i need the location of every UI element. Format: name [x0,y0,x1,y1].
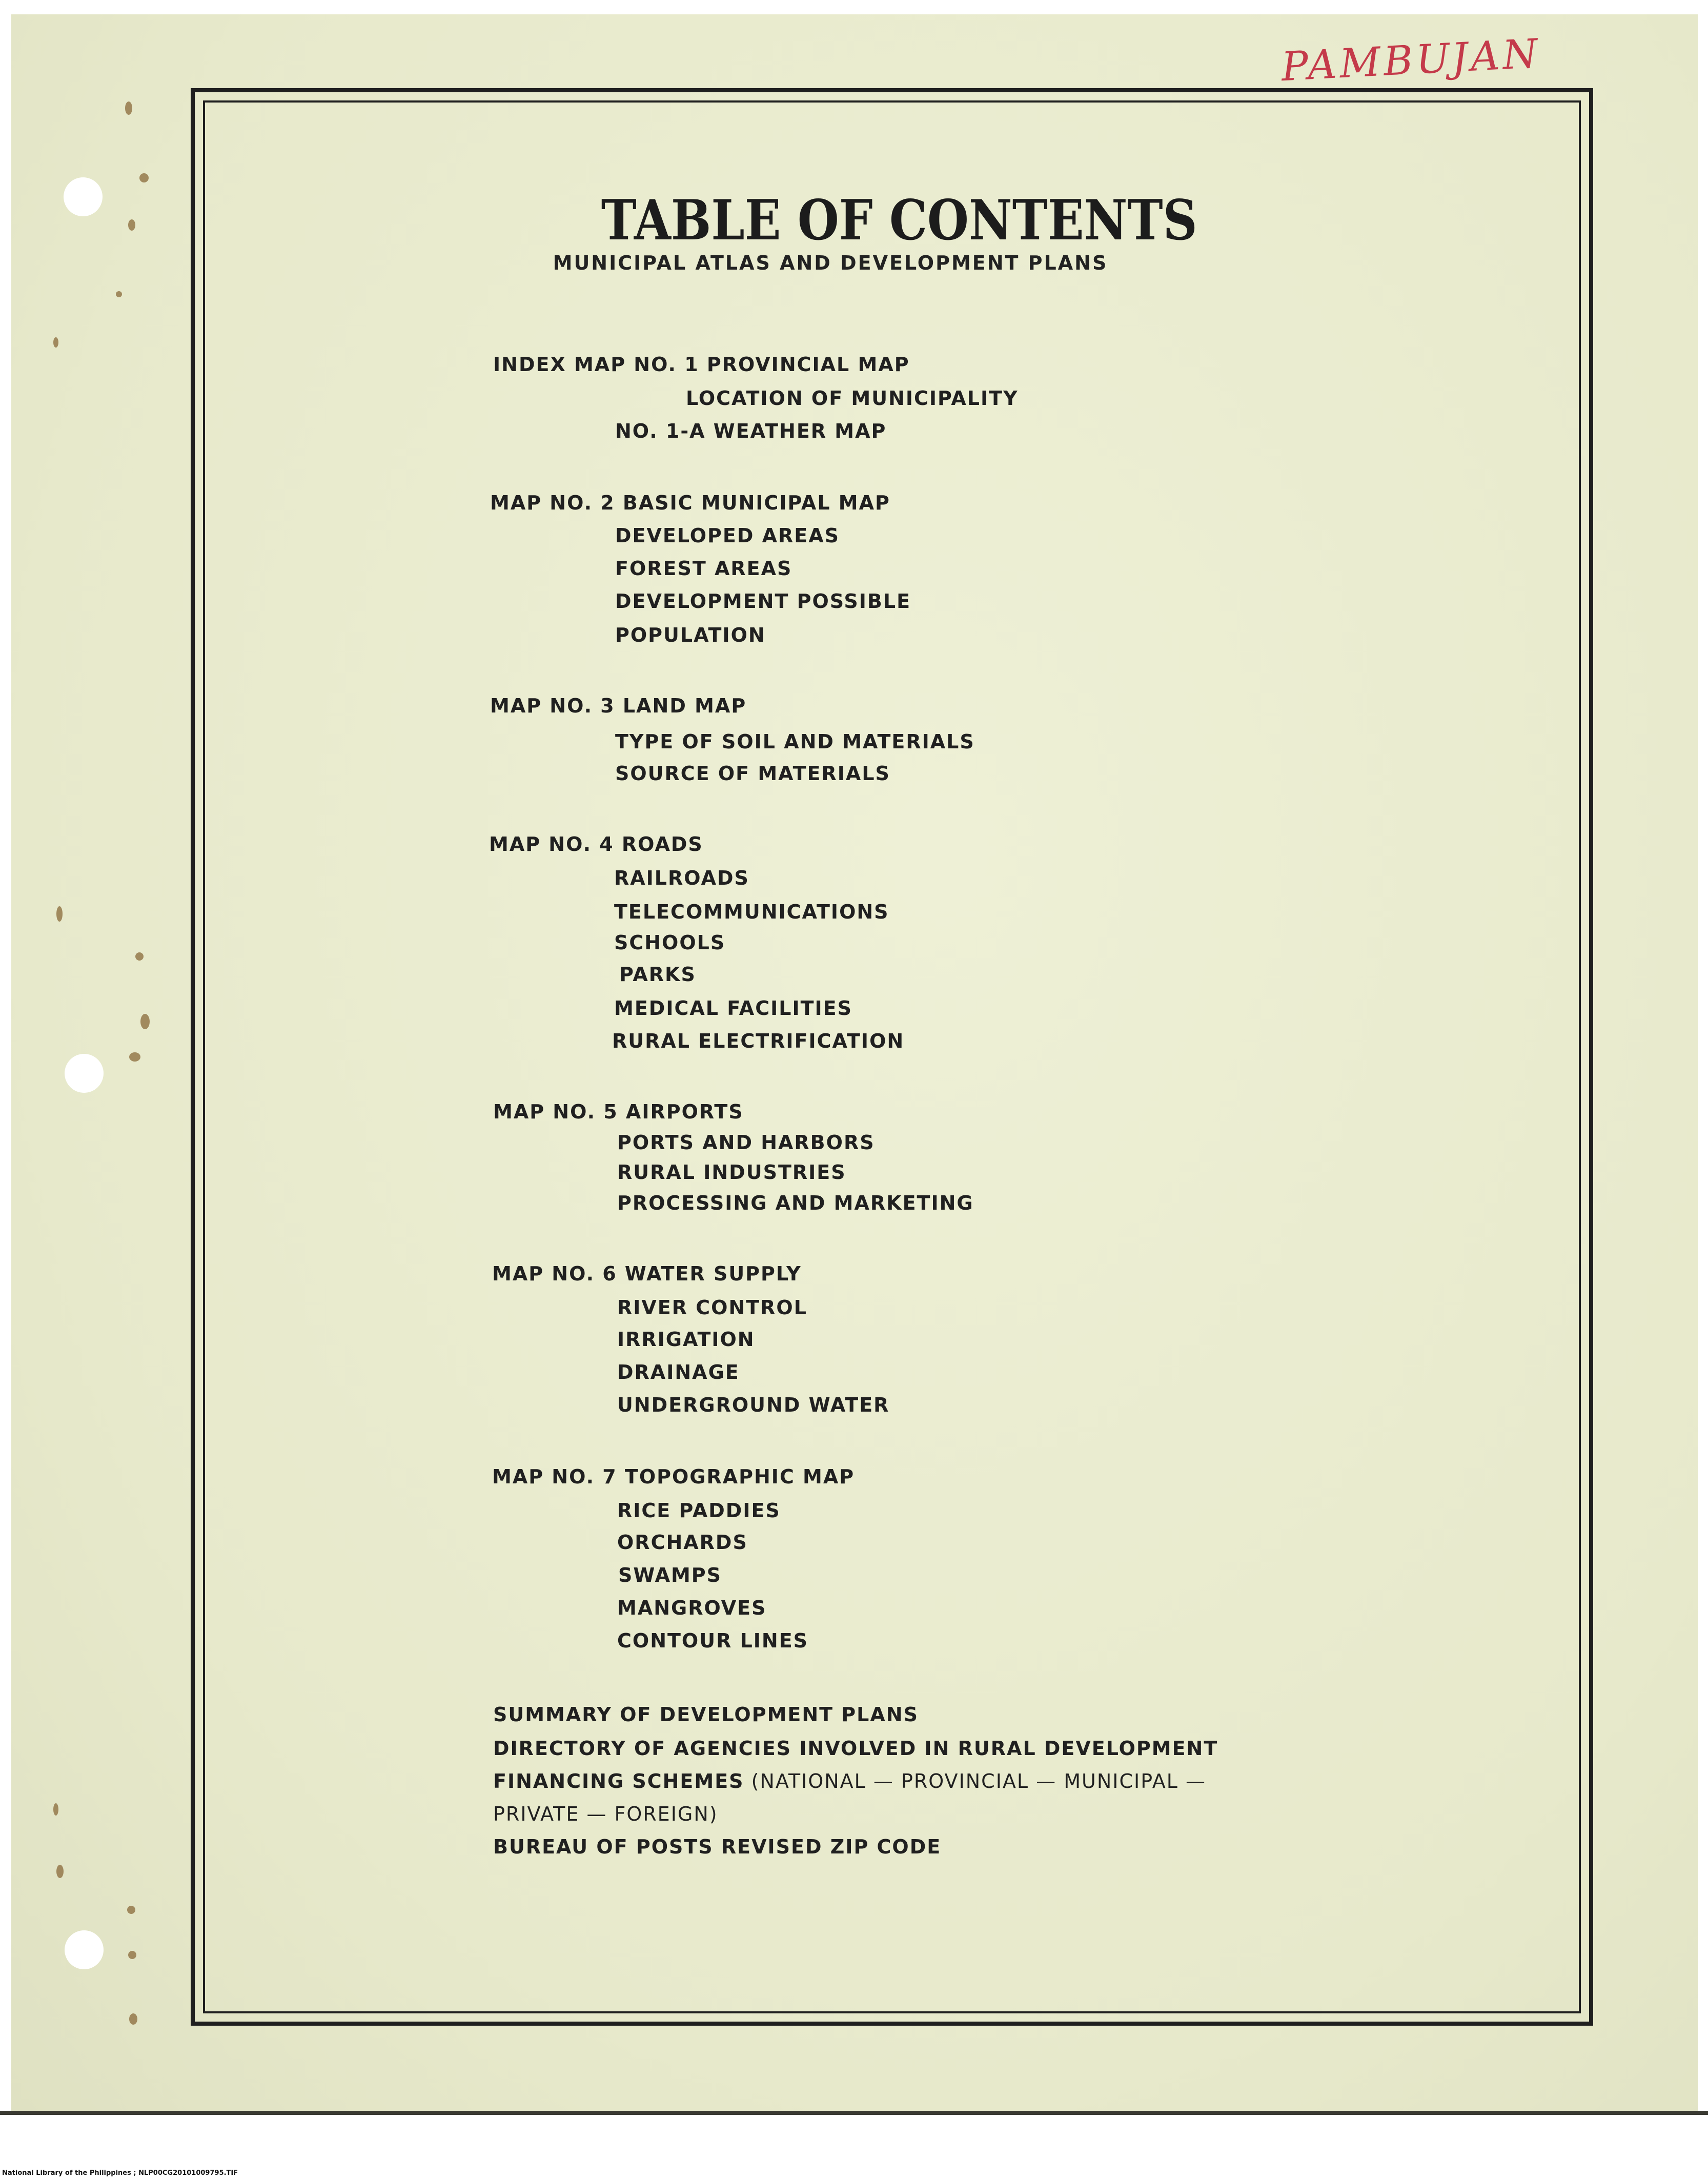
toc-item: FOREST AREAS [615,557,792,580]
toc-item: RICE PADDIES [617,1499,781,1522]
stain-mark [128,1951,136,1959]
toc-item: DRAINAGE [617,1361,740,1383]
toc-heading-map-6: MAP NO. 6 WATER SUPPLY [492,1262,802,1285]
toc-item: PORTS AND HARBORS [617,1131,875,1154]
toc-item: IRRIGATION [617,1328,755,1351]
financing-label: FINANCING SCHEMES [493,1770,744,1792]
toc-item: TYPE OF SOIL AND MATERIALS [615,730,975,753]
punch-hole-bottom [65,1930,104,1969]
toc-item: RIVER CONTROL [617,1296,807,1319]
scan-edge [0,2111,1708,2115]
toc-item: SOURCE OF MATERIALS [615,762,890,785]
financing-detail-continued: PRIVATE — FOREIGN) [493,1803,718,1825]
toc-item: RURAL ELECTRIFICATION [612,1030,905,1052]
punch-hole-top [64,177,103,216]
toc-item: PARKS [619,963,696,986]
toc-item: MANGROVES [617,1597,767,1619]
toc-heading-index-map-1: INDEX MAP NO. 1 PROVINCIAL MAP [493,353,910,376]
toc-item: NO. 1-A WEATHER MAP [615,420,887,442]
handwritten-note: PAMBUJAN [1280,30,1542,91]
stain-mark [116,291,122,297]
toc-zip-code: BUREAU OF POSTS REVISED ZIP CODE [493,1836,942,1858]
stain-mark [53,337,58,348]
financing-detail: (NATIONAL — PROVINCIAL — MUNICIPAL — [744,1770,1206,1792]
toc-item: POPULATION [615,624,766,646]
page-title: TABLE OF CONTENTS [601,188,1197,253]
stain-mark [135,952,144,961]
toc-heading-map-3: MAP NO. 3 LAND MAP [490,695,747,717]
toc-item: ORCHARDS [617,1531,748,1554]
stain-mark [56,1865,64,1878]
toc-summary-development-plans: SUMMARY OF DEVELOPMENT PLANS [493,1703,919,1726]
toc-heading-map-5: MAP NO. 5 AIRPORTS [493,1100,744,1123]
toc-item: RAILROADS [614,867,749,889]
toc-item: UNDERGROUND WATER [617,1394,890,1416]
punch-hole-middle [65,1054,104,1093]
stain-mark [128,219,135,231]
toc-item: DEVELOPMENT POSSIBLE [615,590,911,613]
stain-mark [139,173,149,182]
stain-mark [125,101,132,115]
toc-directory-agencies: DIRECTORY OF AGENCIES INVOLVED IN RURAL DEVELOPMENT [493,1737,1218,1760]
stain-mark [53,1803,58,1816]
stain-mark [127,1906,135,1914]
toc-item: LOCATION OF MUNICIPALITY [686,387,1019,410]
page-subtitle: MUNICIPAL ATLAS AND DEVELOPMENT PLANS [553,252,1108,274]
toc-heading-map-7: MAP NO. 7 TOPOGRAPHIC MAP [492,1465,855,1488]
toc-item: SCHOOLS [614,931,726,954]
footer-caption: National Library of the Philippines ; NLP00CG20101009795.TIF [2,2169,238,2177]
toc-item: TELECOMMUNICATIONS [614,901,889,923]
stain-mark [129,1052,140,1062]
stain-mark [140,1014,150,1029]
toc-financing-schemes [493,1768,1206,1794]
stain-mark [129,2013,137,2025]
toc-item: CONTOUR LINES [617,1629,809,1652]
toc-item: MEDICAL FACILITIES [614,997,852,1020]
toc-item: DEVELOPED AREAS [615,524,840,547]
toc-item: PROCESSING AND MARKETING [617,1192,974,1214]
toc-item: RURAL INDUSTRIES [617,1161,846,1184]
toc-heading-map-4: MAP NO. 4 ROADS [489,833,703,855]
stain-mark [56,906,63,922]
toc-heading-map-2: MAP NO. 2 BASIC MUNICIPAL MAP [490,492,890,514]
toc-item: SWAMPS [618,1564,722,1586]
toc-financing-schemes-continued [493,1801,718,1827]
